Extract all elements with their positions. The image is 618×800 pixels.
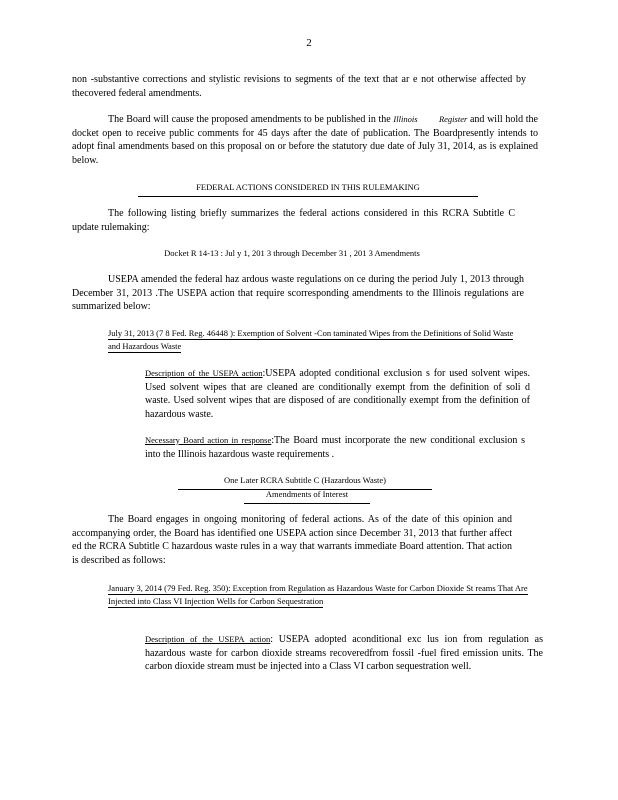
action-1-description-text: :USEPA adopted conditional exclusion s for used solvent wipes. Used solvent wipes that are cleaned are conditionally exempt from the definition of soli d waste. Used solvent wipes that are disposed of are conditionally exempt from the definition of hazardous waste. — [145, 368, 530, 420]
paragraph-ongoing-monitoring: The Board engages in ongoing monitoring of federal actions. As of the date of this opinion and accompanying order, the Board has identified one USEPA action since December 31, 2013 that further affect ed the RCRA Subtitle C hazardous waste rules in a way that warrants immediate Board attention. That action is described as follows: — [72, 514, 512, 566]
paragraph-corrections: non -substantive corrections and stylistic revisions to segments of the text that ar e not otherwise affected by thecovered federal amendments. — [72, 74, 526, 99]
publication-text-before: The Board will cause the proposed amendments to be published in the — [108, 114, 394, 125]
action-1-caption — [108, 327, 520, 352]
action-1-response-text: :The Board must incorporate the new conditional exclusion s into the Illinois hazardous waste requirements . — [145, 435, 526, 460]
action-1-response-label: Necessary Board action in response — [145, 435, 272, 445]
paragraph-publication — [72, 113, 538, 167]
heading-federal-actions: FEDERAL ACTIONS CONSIDERED IN THIS RULEMAKING — [138, 181, 478, 197]
paragraph-usepa-amended: USEPA amended the federal haz ardous waste regulations on ce during the period July 1, 2013 through December 31, 2013 .The USEPA action that require scorresponding amendments to the Illinois regulations are summarized below: — [72, 274, 524, 312]
journal-name-illinois: Illinois — [393, 114, 418, 124]
action-1-caption-text: July 31, 2013 (7 8 Fed. Reg. 46448 ): Exemption of Solvent -Con taminated Wipes from the Definitions of Solid Waste and Hazardous Waste — [108, 328, 514, 351]
journal-name-register: Register — [438, 114, 468, 124]
action-1-response — [145, 434, 525, 461]
page-number: 2 — [306, 37, 312, 49]
action-1-description — [145, 367, 530, 421]
action-2-caption-text: January 3, 2014 (79 Fed. Reg. 350): Exception from Regulation as Hazardous Waste for Carbon Dioxide St reams That Are Injected into Class VI Injection Wells for Carbon Sequestration — [108, 583, 528, 606]
action-2-description-text: : USEPA adopted aconditional exc lus ion from regulation as hazardous waste for carbon dioxide streams recoveredfrom fossil -fuel fired emission units. The carbon dioxide stream must be injected into a Class VI carbon sequestration well. — [145, 634, 543, 672]
action-2-description — [145, 633, 543, 674]
heading-later-amendments-line2: Amendments of Interest — [244, 488, 370, 504]
paragraph-listing: The following listing briefly summarizes the federal actions considered in this RCRA Subtitle C update rulemaking: — [72, 208, 515, 233]
heading-later-amendments-line1: One Later RCRA Subtitle C (Hazardous Waste) — [178, 474, 432, 490]
docket-line: Docket R 14-13 : Jul y 1, 201 3 through December 31 , 201 3 Amendments — [164, 248, 420, 258]
action-2-description-label: Description of the USEPA action — [145, 634, 271, 644]
publication-text-after: and will hold the docket open to receive public comments for 45 days after the date of publication. The Boardpresently intends to adopt final amendments based on this proposal on or before the statutory due date of July 31, 2014, as is explained below. — [72, 114, 538, 166]
action-1-description-label: Description of the USEPA action — [145, 368, 263, 378]
action-2-caption — [108, 582, 528, 607]
